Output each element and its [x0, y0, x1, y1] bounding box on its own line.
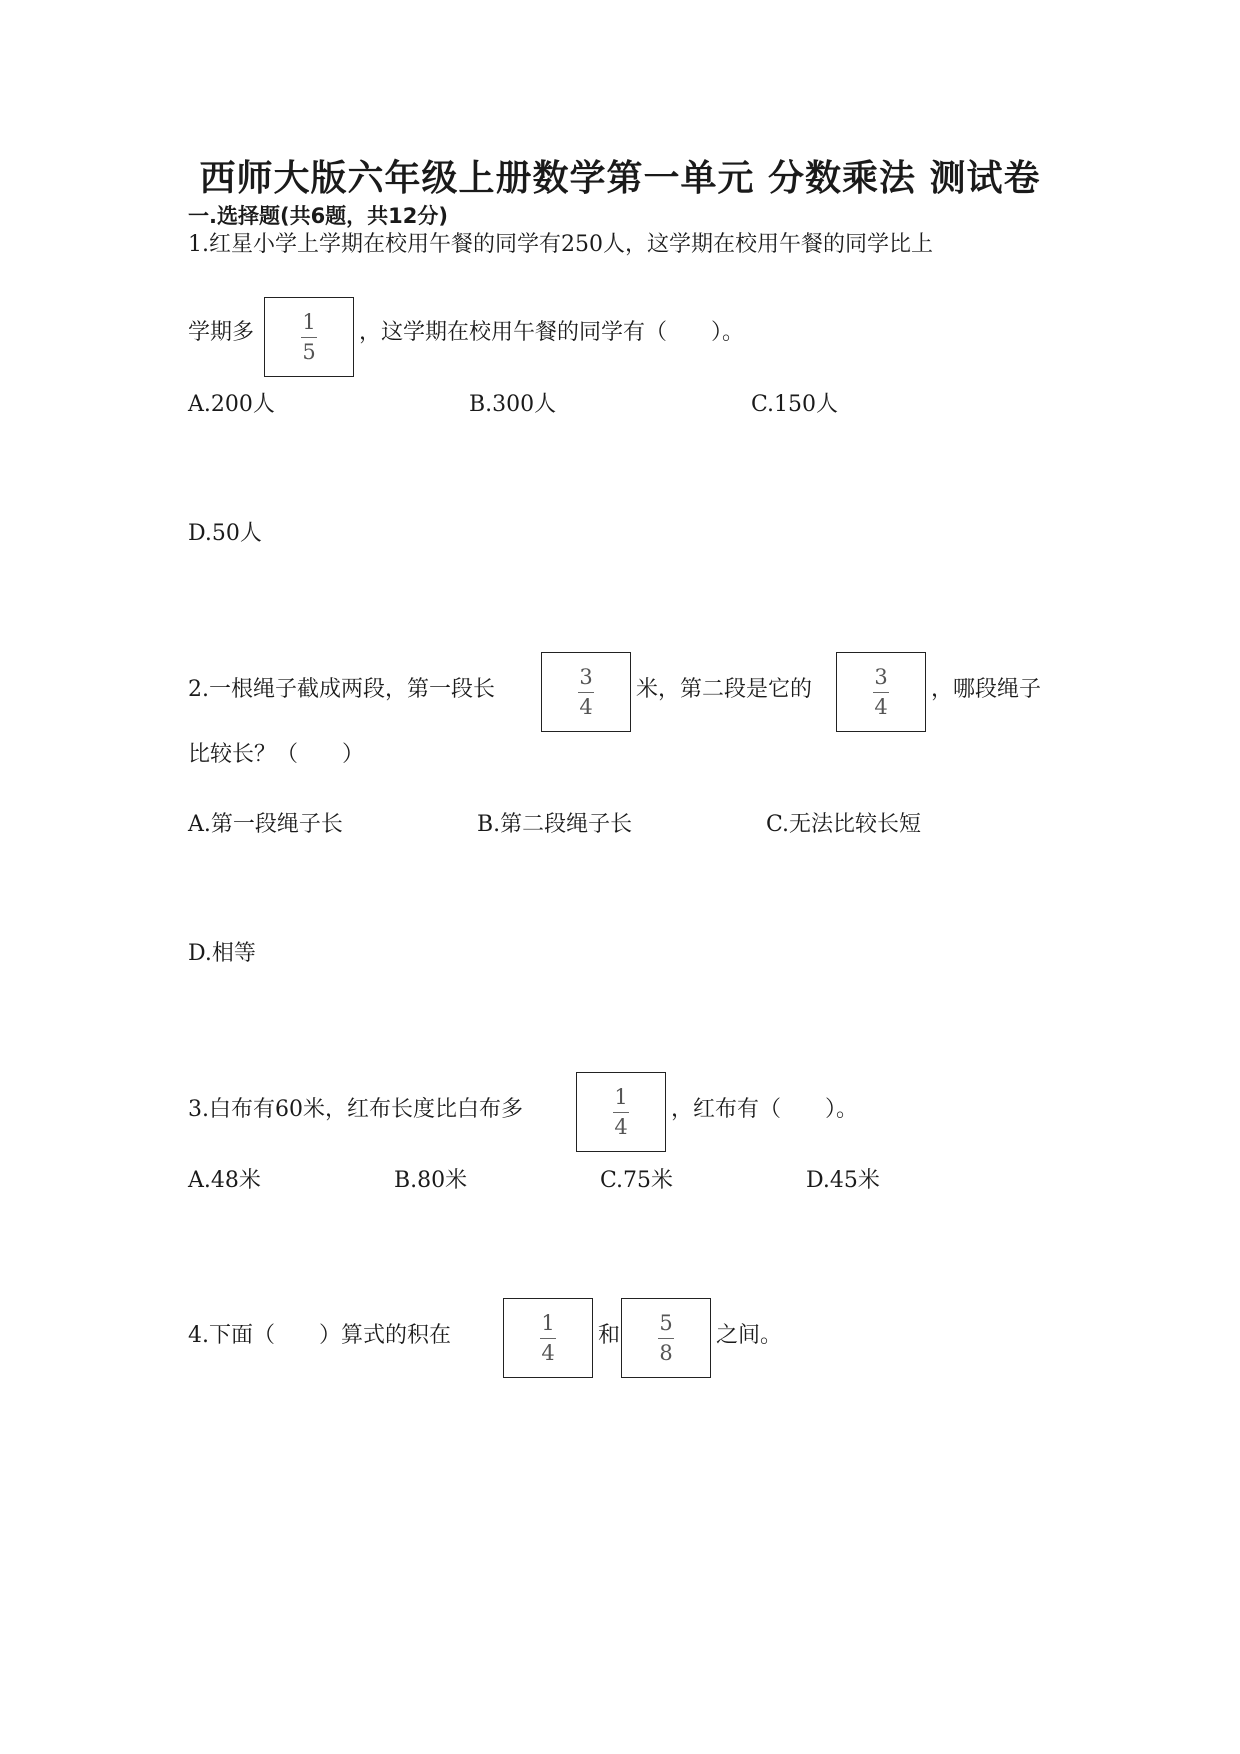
fraction-bar	[658, 1338, 674, 1339]
q4-text-after: 之间。	[716, 1323, 783, 1348]
q4-text-mid: 和	[598, 1323, 621, 1348]
q1-line1: 1.红星小学上学期在校用午餐的同学有250人，这学期在校用午餐的同学比上	[188, 232, 933, 257]
q1-option-a: A.200人	[188, 392, 275, 417]
q1-text-after: ，这学期在校用午餐的同学有（ ）。	[359, 320, 745, 345]
q3-option-c: C.75米	[600, 1168, 674, 1193]
q1-option-b: B.300人	[469, 392, 557, 417]
fraction-numerator: 1	[302, 310, 316, 334]
q2-fraction-box-2	[836, 652, 926, 732]
q1-option-d: D.50人	[188, 521, 262, 546]
fraction-numerator: 1	[541, 1311, 555, 1335]
q1-fraction-box	[264, 297, 354, 377]
q2-line2: 比较长？（ ）	[188, 742, 365, 767]
fraction-numerator: 3	[874, 665, 888, 689]
fraction-denominator: 8	[659, 1341, 673, 1365]
q3-text-after: ，红布有（ ）。	[671, 1097, 859, 1122]
q2-text-after: ，哪段绳子	[931, 677, 1042, 702]
q1-text-before: 学期多	[188, 320, 255, 345]
q3-option-a: A.48米	[188, 1168, 261, 1193]
q1-option-c: C.150人	[751, 392, 839, 417]
q4-text-before: 4.下面（ ）算式的积在	[188, 1323, 451, 1348]
q2-fraction-box-1	[541, 652, 631, 732]
fraction-bar	[873, 692, 889, 693]
fraction-denominator: 4	[874, 695, 888, 719]
q4-fraction-box-1	[503, 1298, 593, 1378]
fraction-denominator: 4	[541, 1341, 555, 1365]
q3-option-d: D.45米	[806, 1168, 880, 1193]
fraction-bar	[540, 1338, 556, 1339]
q2-option-a: A.第一段绳子长	[188, 812, 343, 837]
section-heading: 一.选择题(共6题，共12分)	[188, 204, 449, 228]
q3-fraction-box	[576, 1072, 666, 1152]
q4-fraction-box-2	[621, 1298, 711, 1378]
q2-option-b: B.第二段绳子长	[477, 812, 633, 837]
q3-text-before: 3.白布有60米，红布长度比白布多	[188, 1097, 523, 1122]
fraction-numerator: 1	[614, 1085, 628, 1109]
fraction-denominator: 4	[579, 695, 593, 719]
fraction-denominator: 5	[302, 340, 316, 364]
fraction-denominator: 4	[614, 1115, 628, 1139]
q2-text-before: 2.一根绳子截成两段，第一段长	[188, 677, 495, 702]
fraction-bar	[578, 692, 594, 693]
q2-option-c: C.无法比较长短	[766, 812, 922, 837]
q3-option-b: B.80米	[394, 1168, 468, 1193]
fraction-bar	[613, 1112, 629, 1113]
fraction-bar	[301, 337, 317, 338]
fraction-numerator: 5	[659, 1311, 673, 1335]
page-title: 西师大版六年级上册数学第一单元 分数乘法 测试卷	[199, 158, 1041, 199]
fraction-numerator: 3	[579, 665, 593, 689]
q2-text-mid: 米，第二段是它的	[636, 677, 813, 702]
q2-option-d: D.相等	[188, 941, 256, 966]
